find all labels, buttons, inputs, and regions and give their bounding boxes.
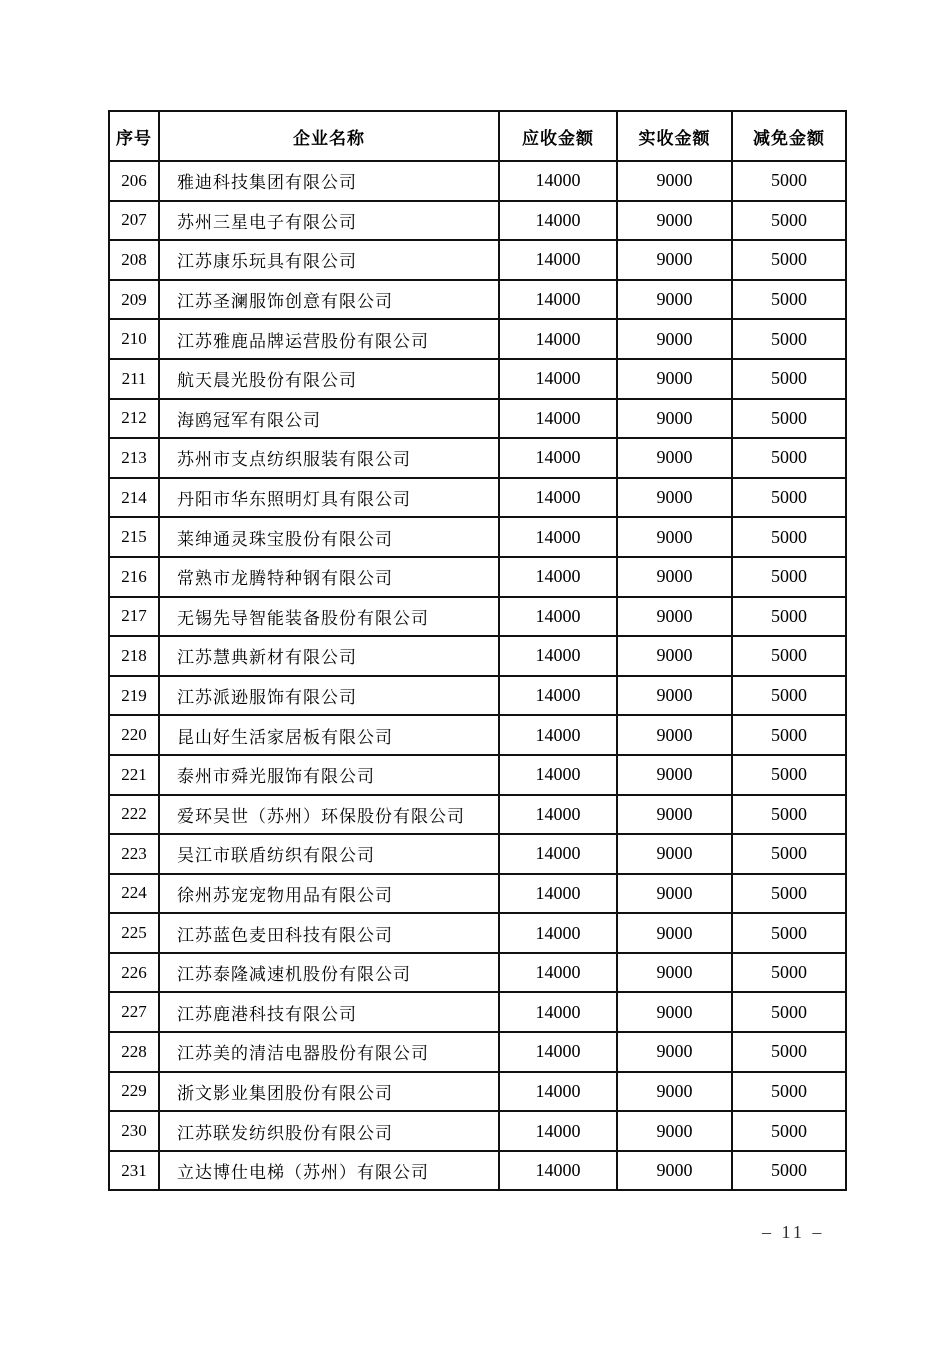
cell-serial-number: 209 (109, 280, 159, 320)
cell-receivable-amount: 14000 (499, 557, 617, 597)
cell-receivable-amount: 14000 (499, 1072, 617, 1112)
table-row (109, 834, 846, 874)
table-row (109, 1032, 846, 1072)
cell-received-amount: 9000 (617, 676, 732, 716)
cell-received-amount: 9000 (617, 795, 732, 835)
cell-serial-number: 222 (109, 795, 159, 835)
cell-received-amount: 9000 (617, 597, 732, 637)
cell-receivable-amount: 14000 (499, 676, 617, 716)
table-row (109, 399, 846, 439)
cell-company-name: 江苏美的清洁电器股份有限公司 (159, 1032, 499, 1072)
table-row (109, 240, 846, 280)
table-row (109, 161, 846, 201)
cell-received-amount: 9000 (617, 478, 732, 518)
cell-serial-number: 221 (109, 755, 159, 795)
cell-reduction-amount: 5000 (732, 517, 846, 557)
cell-serial-number: 212 (109, 399, 159, 439)
cell-serial-number: 224 (109, 874, 159, 914)
cell-received-amount: 9000 (617, 240, 732, 280)
cell-receivable-amount: 14000 (499, 478, 617, 518)
table-row (109, 953, 846, 993)
cell-received-amount: 9000 (617, 1072, 732, 1112)
cell-receivable-amount: 14000 (499, 161, 617, 201)
cell-serial-number: 225 (109, 913, 159, 953)
cell-company-name: 丹阳市华东照明灯具有限公司 (159, 478, 499, 518)
cell-company-name: 江苏鹿港科技有限公司 (159, 992, 499, 1032)
cell-received-amount: 9000 (617, 319, 732, 359)
cell-serial-number: 227 (109, 992, 159, 1032)
cell-reduction-amount: 5000 (732, 161, 846, 201)
cell-reduction-amount: 5000 (732, 1111, 846, 1151)
cell-reduction-amount: 5000 (732, 280, 846, 320)
cell-received-amount: 9000 (617, 913, 732, 953)
cell-reduction-amount: 5000 (732, 597, 846, 637)
cell-received-amount: 9000 (617, 1111, 732, 1151)
cell-reduction-amount: 5000 (732, 319, 846, 359)
col-header-company-name: 企业名称 (159, 111, 499, 161)
cell-serial-number: 229 (109, 1072, 159, 1112)
cell-reduction-amount: 5000 (732, 478, 846, 518)
cell-receivable-amount: 14000 (499, 319, 617, 359)
cell-company-name: 爱环吴世（苏州）环保股份有限公司 (159, 795, 499, 835)
table-row (109, 636, 846, 676)
cell-company-name: 江苏联发纺织股份有限公司 (159, 1111, 499, 1151)
cell-received-amount: 9000 (617, 280, 732, 320)
cell-reduction-amount: 5000 (732, 359, 846, 399)
cell-received-amount: 9000 (617, 161, 732, 201)
cell-receivable-amount: 14000 (499, 517, 617, 557)
cell-company-name: 泰州市舜光服饰有限公司 (159, 755, 499, 795)
table-row (109, 517, 846, 557)
cell-company-name: 海鸥冠军有限公司 (159, 399, 499, 439)
cell-reduction-amount: 5000 (732, 992, 846, 1032)
cell-reduction-amount: 5000 (732, 913, 846, 953)
col-header-receivable-amount: 应收金额 (499, 111, 617, 161)
cell-receivable-amount: 14000 (499, 597, 617, 637)
cell-reduction-amount: 5000 (732, 715, 846, 755)
page-number: – 11 – (762, 1222, 825, 1242)
cell-receivable-amount: 14000 (499, 1111, 617, 1151)
cell-receivable-amount: 14000 (499, 240, 617, 280)
cell-reduction-amount: 5000 (732, 755, 846, 795)
cell-serial-number: 223 (109, 834, 159, 874)
table-row (109, 1072, 846, 1112)
cell-reduction-amount: 5000 (732, 1032, 846, 1072)
cell-reduction-amount: 5000 (732, 874, 846, 914)
cell-reduction-amount: 5000 (732, 557, 846, 597)
cell-company-name: 立达博仕电梯（苏州）有限公司 (159, 1151, 499, 1191)
cell-receivable-amount: 14000 (499, 636, 617, 676)
cell-received-amount: 9000 (617, 992, 732, 1032)
cell-reduction-amount: 5000 (732, 636, 846, 676)
cell-company-name: 航天晨光股份有限公司 (159, 359, 499, 399)
cell-serial-number: 218 (109, 636, 159, 676)
table-row (109, 597, 846, 637)
cell-company-name: 徐州苏宠宠物用品有限公司 (159, 874, 499, 914)
cell-receivable-amount: 14000 (499, 1151, 617, 1191)
cell-receivable-amount: 14000 (499, 795, 617, 835)
cell-received-amount: 9000 (617, 755, 732, 795)
table-row (109, 478, 846, 518)
cell-reduction-amount: 5000 (732, 1072, 846, 1112)
cell-reduction-amount: 5000 (732, 834, 846, 874)
cell-company-name: 吴江市联盾纺织有限公司 (159, 834, 499, 874)
cell-serial-number: 211 (109, 359, 159, 399)
cell-company-name: 无锡先导智能装备股份有限公司 (159, 597, 499, 637)
cell-serial-number: 216 (109, 557, 159, 597)
cell-company-name: 江苏雅鹿品牌运营股份有限公司 (159, 319, 499, 359)
cell-receivable-amount: 14000 (499, 201, 617, 241)
cell-serial-number: 231 (109, 1151, 159, 1191)
table-row (109, 1111, 846, 1151)
cell-receivable-amount: 14000 (499, 280, 617, 320)
cell-received-amount: 9000 (617, 636, 732, 676)
cell-company-name: 常熟市龙腾特种钢有限公司 (159, 557, 499, 597)
col-header-received-amount: 实收金额 (617, 111, 732, 161)
cell-company-name: 雅迪科技集团有限公司 (159, 161, 499, 201)
cell-received-amount: 9000 (617, 1151, 732, 1191)
cell-received-amount: 9000 (617, 953, 732, 993)
cell-serial-number: 206 (109, 161, 159, 201)
cell-received-amount: 9000 (617, 399, 732, 439)
cell-receivable-amount: 14000 (499, 1032, 617, 1072)
cell-reduction-amount: 5000 (732, 676, 846, 716)
table-row (109, 1151, 846, 1191)
cell-company-name: 莱绅通灵珠宝股份有限公司 (159, 517, 499, 557)
cell-received-amount: 9000 (617, 1032, 732, 1072)
table-row (109, 438, 846, 478)
cell-receivable-amount: 14000 (499, 834, 617, 874)
cell-receivable-amount: 14000 (499, 913, 617, 953)
cell-company-name: 江苏康乐玩具有限公司 (159, 240, 499, 280)
cell-receivable-amount: 14000 (499, 359, 617, 399)
table-row (109, 715, 846, 755)
cell-received-amount: 9000 (617, 517, 732, 557)
cell-serial-number: 226 (109, 953, 159, 993)
cell-received-amount: 9000 (617, 715, 732, 755)
cell-reduction-amount: 5000 (732, 201, 846, 241)
table-row (109, 874, 846, 914)
cell-company-name: 江苏蓝色麦田科技有限公司 (159, 913, 499, 953)
cell-receivable-amount: 14000 (499, 953, 617, 993)
cell-received-amount: 9000 (617, 201, 732, 241)
col-header-reduction-amount: 减免金额 (732, 111, 846, 161)
table-row (109, 557, 846, 597)
table-header-row (109, 111, 846, 161)
cell-reduction-amount: 5000 (732, 795, 846, 835)
cell-company-name: 苏州三星电子有限公司 (159, 201, 499, 241)
cell-serial-number: 208 (109, 240, 159, 280)
cell-company-name: 昆山好生活家居板有限公司 (159, 715, 499, 755)
cell-company-name: 苏州市支点纺织服装有限公司 (159, 438, 499, 478)
cell-serial-number: 214 (109, 478, 159, 518)
cell-serial-number: 220 (109, 715, 159, 755)
cell-serial-number: 207 (109, 201, 159, 241)
cell-reduction-amount: 5000 (732, 240, 846, 280)
cell-reduction-amount: 5000 (732, 399, 846, 439)
cell-reduction-amount: 5000 (732, 438, 846, 478)
cell-received-amount: 9000 (617, 359, 732, 399)
table-row (109, 755, 846, 795)
table-row (109, 280, 846, 320)
cell-received-amount: 9000 (617, 557, 732, 597)
cell-serial-number: 230 (109, 1111, 159, 1151)
table-row (109, 913, 846, 953)
cell-receivable-amount: 14000 (499, 399, 617, 439)
cell-serial-number: 219 (109, 676, 159, 716)
table-row (109, 359, 846, 399)
cell-company-name: 江苏慧典新材有限公司 (159, 636, 499, 676)
cell-company-name: 浙文影业集团股份有限公司 (159, 1072, 499, 1112)
cell-serial-number: 213 (109, 438, 159, 478)
table-row (109, 795, 846, 835)
cell-serial-number: 215 (109, 517, 159, 557)
cell-received-amount: 9000 (617, 834, 732, 874)
cell-company-name: 江苏泰隆减速机股份有限公司 (159, 953, 499, 993)
cell-receivable-amount: 14000 (499, 992, 617, 1032)
table-row (109, 201, 846, 241)
cell-serial-number: 217 (109, 597, 159, 637)
table-row (109, 992, 846, 1032)
cell-serial-number: 210 (109, 319, 159, 359)
cell-company-name: 江苏派逊服饰有限公司 (159, 676, 499, 716)
table-row (109, 319, 846, 359)
fee-table (108, 110, 847, 1191)
cell-receivable-amount: 14000 (499, 874, 617, 914)
cell-received-amount: 9000 (617, 874, 732, 914)
cell-receivable-amount: 14000 (499, 438, 617, 478)
table-body (109, 161, 846, 1190)
table-header (109, 111, 846, 161)
cell-company-name: 江苏圣澜服饰创意有限公司 (159, 280, 499, 320)
cell-receivable-amount: 14000 (499, 755, 617, 795)
col-header-serial: 序号 (109, 111, 159, 161)
cell-receivable-amount: 14000 (499, 715, 617, 755)
cell-reduction-amount: 5000 (732, 1151, 846, 1191)
cell-received-amount: 9000 (617, 438, 732, 478)
cell-serial-number: 228 (109, 1032, 159, 1072)
cell-reduction-amount: 5000 (732, 953, 846, 993)
table-row (109, 676, 846, 716)
